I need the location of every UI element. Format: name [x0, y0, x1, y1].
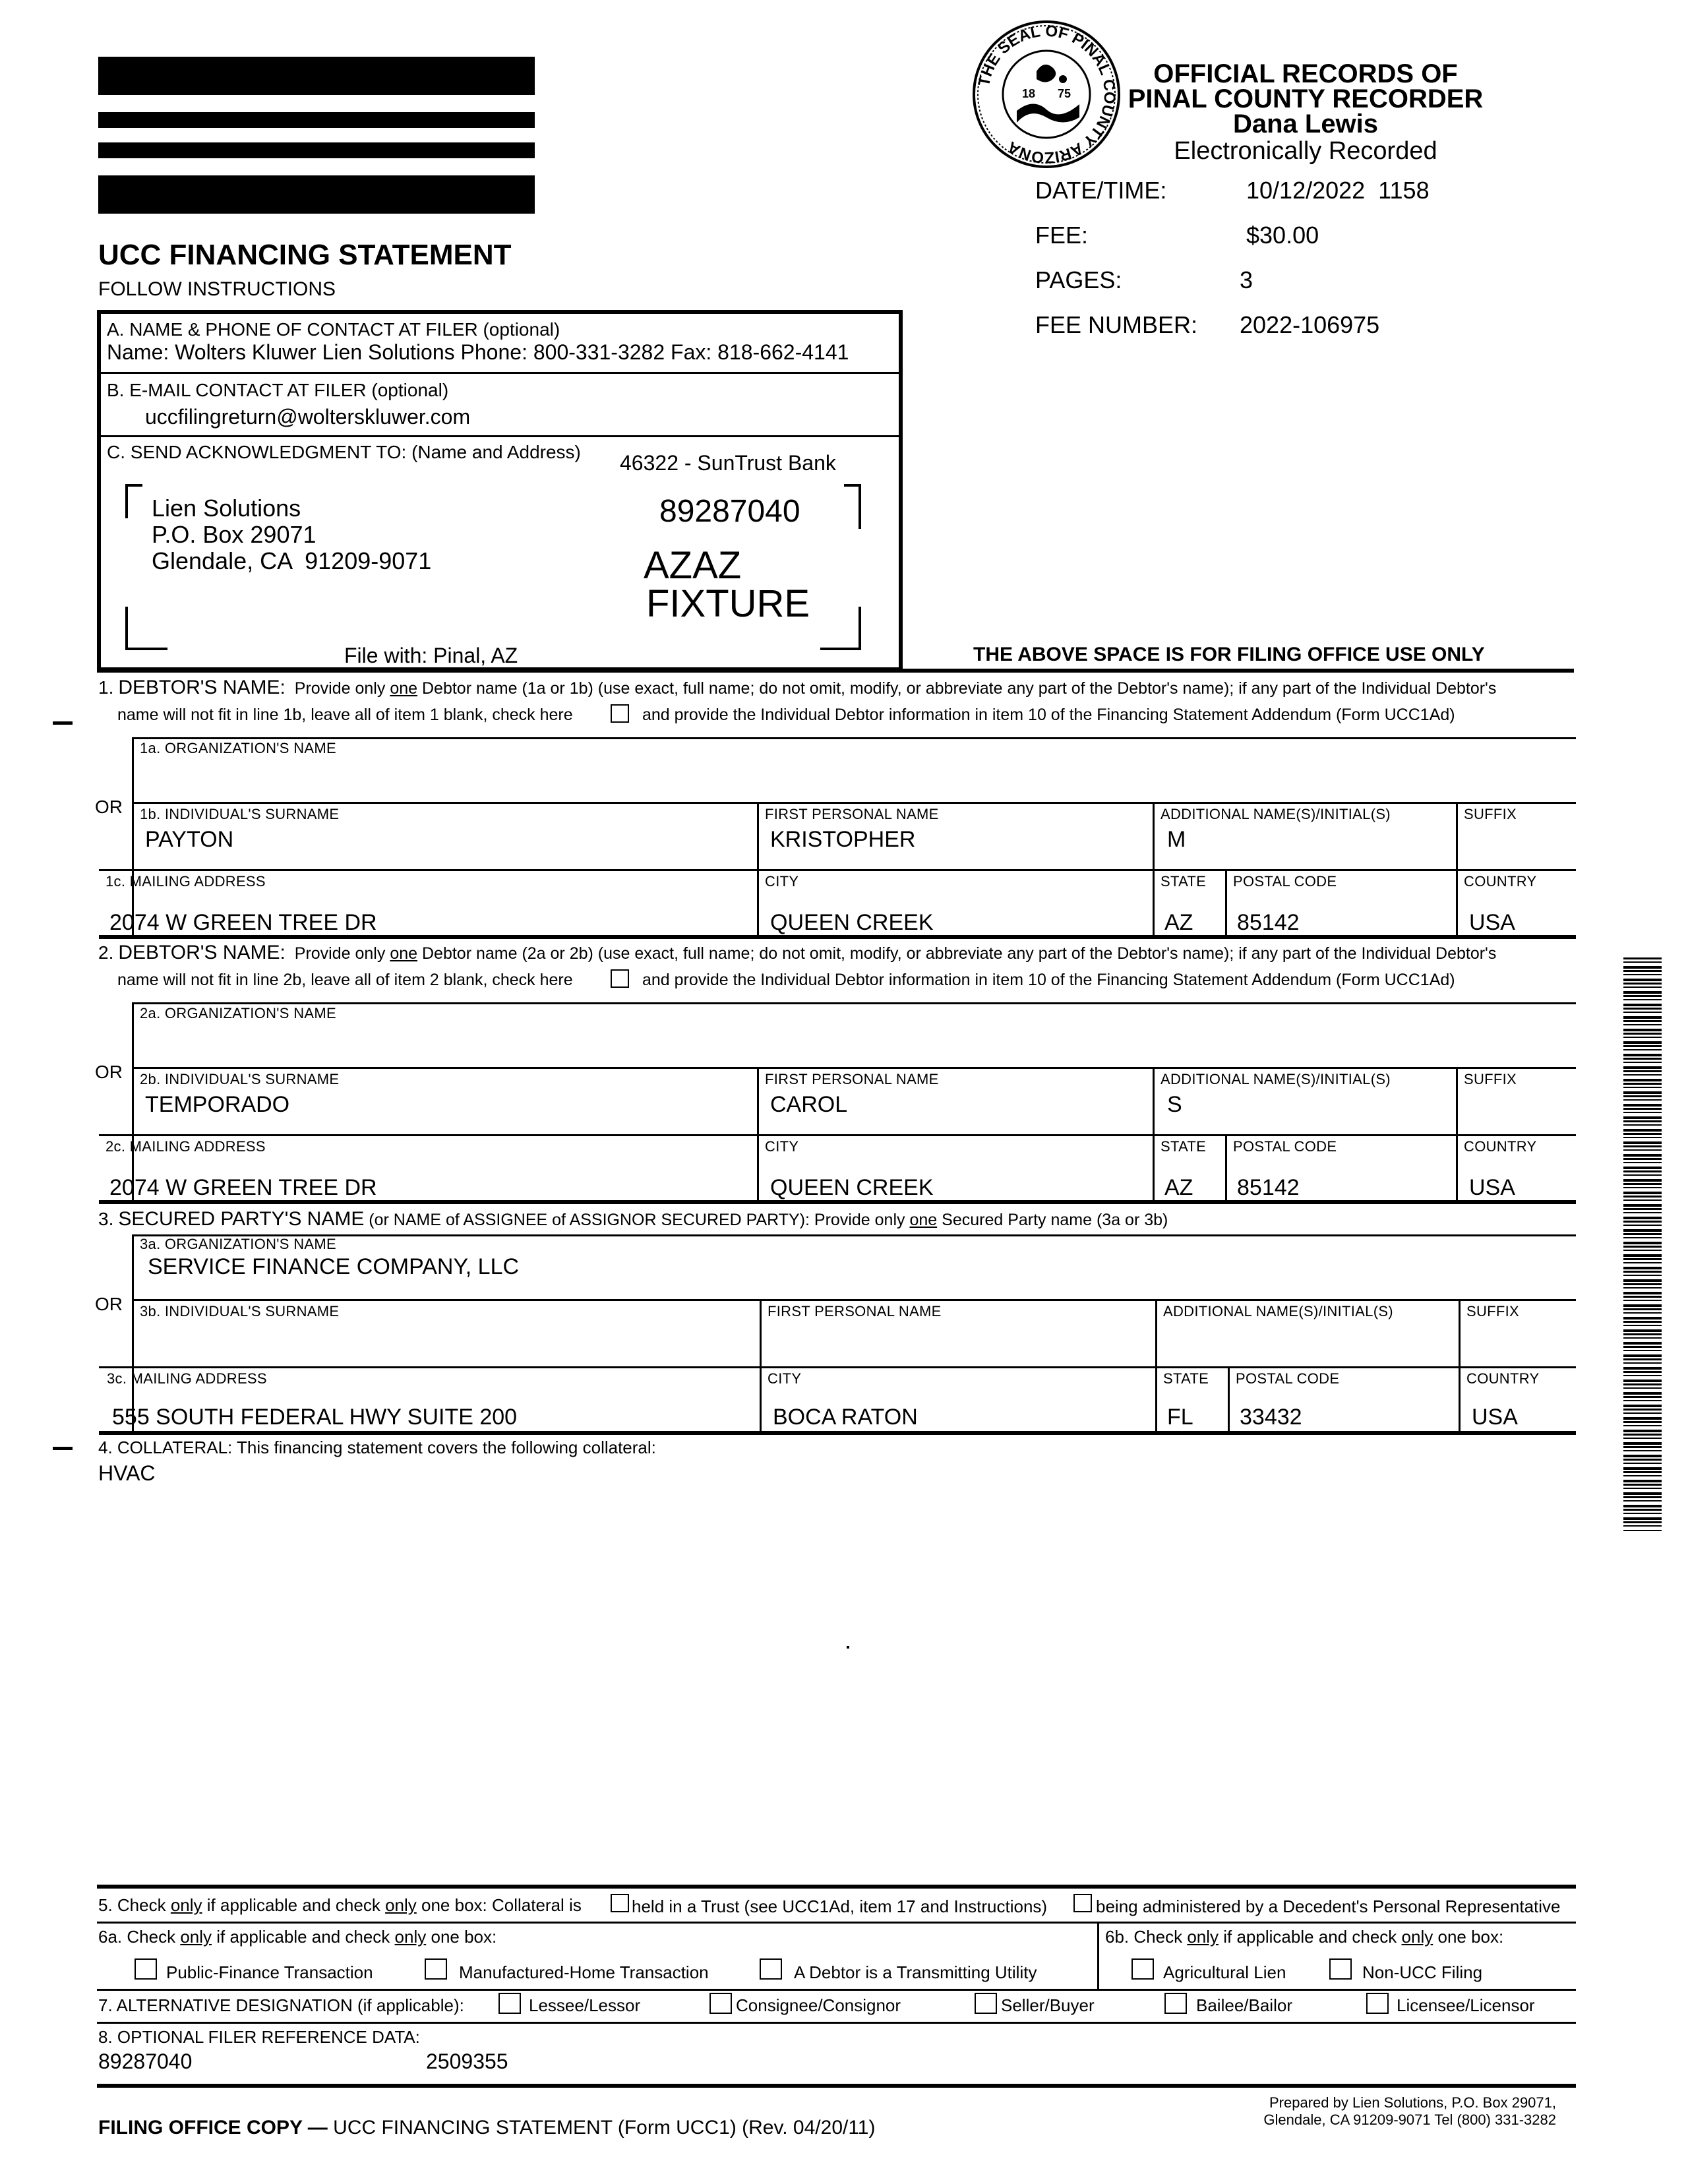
section-c-ref: 46322 - SunTrust Bank	[620, 451, 836, 475]
d1-rule-a	[132, 737, 1576, 739]
s-mail-value[interactable]: 555 SOUTH FEDERAL HWY SUITE 200	[112, 1405, 518, 1430]
secured-instructions: 3. SECURED PARTY'S NAME (or NAME of ASSIGNEE of ASSIGNOR SECURED PARTY): Provide only one Secured Party name (3a or 3b)	[98, 1208, 1168, 1230]
debtor1-instructions-line2b: and provide the Individual Debtor information in item 10 of the Financing Statement Addendum (Form UCC1Ad)	[642, 706, 1455, 724]
seal-year-left: 18	[1022, 87, 1036, 100]
s-or: OR	[95, 1294, 123, 1314]
d1-vrule-left	[132, 737, 134, 936]
d1-postal-value[interactable]: 85142	[1237, 910, 1300, 935]
d2-country-label: COUNTRY	[1464, 1138, 1537, 1155]
d2-rule-d	[99, 1200, 1576, 1204]
recorder-pages-label: PAGES:	[1035, 266, 1122, 293]
item8-value-2[interactable]: 2509355	[426, 2049, 508, 2073]
footer-prepared-1: Prepared by Lien Solutions, P.O. Box 29071,	[1269, 2094, 1556, 2111]
item5-top-rule	[97, 1885, 1576, 1889]
recorder-line-2: PINAL COUNTY RECORDER	[1128, 84, 1484, 113]
d2-postal-value[interactable]: 85142	[1237, 1175, 1300, 1200]
d1-first-value[interactable]: KRISTOPHER	[770, 827, 916, 852]
redaction-bar-2	[98, 112, 535, 128]
recorder-pages-value: 3	[1240, 266, 1253, 293]
redaction-bar-3	[98, 142, 535, 158]
d2-vrule-left	[132, 1002, 134, 1201]
item6a-transmitting-utility-label: A Debtor is a Transmitting Utility	[794, 1962, 1037, 1982]
d2-org-label: 2a. ORGANIZATION'S NAME	[140, 1005, 336, 1021]
debtor1-instructions: 1. DEBTOR'S NAME: Provide only one Debtor name (1a or 1b) (use exact, full name; do not omit, modify, or abbreviate any part of the Debtor's name); if any part of the Individual Debtor's	[98, 677, 1497, 698]
s-postal-value[interactable]: 33432	[1240, 1405, 1302, 1430]
s-city-label: CITY	[768, 1370, 802, 1387]
debtor2-instructions-line2: name will not fit in line 2b, leave all of item 2 blank, check here	[117, 971, 573, 989]
s-mail-label: 3c. MAILING ADDRESS	[107, 1370, 267, 1387]
ack-code-2: FIXTURE	[646, 582, 810, 625]
s-rule-c	[99, 1366, 1576, 1368]
recorder-fee-value: $30.00	[1246, 222, 1319, 249]
item5-text: 5. Check only if applicable and check only one box: Collateral is	[98, 1895, 582, 1915]
d2-mail-value[interactable]: 2074 W GREEN TREE DR	[109, 1175, 377, 1200]
d2-rule-b	[132, 1067, 1576, 1069]
section-a-value: Name: Wolters Kluwer Lien Solutions Phone: 800-331-3282 Fax: 818-662-4141	[107, 340, 849, 364]
collateral-label: 4. COLLATERAL: This financing statement covers the following collateral:	[98, 1438, 656, 1457]
collateral-value[interactable]: HVAC	[98, 1461, 156, 1485]
d1-rule-d	[99, 935, 1576, 939]
stray-dot	[847, 1646, 849, 1649]
recorder-date-value: 10/12/2022 1158	[1246, 177, 1430, 204]
ack-number: 89287040	[659, 494, 800, 529]
debtor2-name-wont-fit-checkbox[interactable]	[611, 969, 629, 988]
seal-year-right: 75	[1058, 87, 1071, 100]
ack-code-1: AZAZ	[644, 544, 742, 587]
item6a-manufactured-home-label: Manufactured-Home Transaction	[459, 1962, 709, 1982]
d2-first-label: FIRST PERSONAL NAME	[765, 1071, 939, 1087]
d1-mail-label: 1c. MAILING ADDRESS	[106, 873, 266, 890]
s-vrule-postal	[1228, 1366, 1230, 1434]
item5-bottom-rule	[97, 1922, 1576, 1924]
redaction-bar-1	[98, 57, 535, 95]
item8-label: 8. OPTIONAL FILER REFERENCE DATA:	[98, 2027, 420, 2047]
svg-text:THE SEAL OF PINAL COUNTY ARIZO	[975, 22, 1119, 167]
d2-rule-c	[99, 1134, 1576, 1136]
seal-text: THE SEAL OF PINAL COUNTY ARIZONA	[975, 22, 1119, 167]
debtor1-name-wont-fit-checkbox[interactable]	[611, 704, 629, 723]
d2-state-value[interactable]: AZ	[1164, 1175, 1193, 1200]
d2-rule-a	[132, 1002, 1576, 1004]
side-barcode	[1623, 957, 1662, 1531]
section-b-value: uccfilingreturn@wolterskluwer.com	[145, 405, 471, 429]
s-rule-d	[99, 1431, 1576, 1435]
s-rule-b	[132, 1299, 1576, 1301]
ack-address-line-1: Lien Solutions	[152, 495, 301, 522]
item6a-transmitting-utility-checkbox[interactable]	[760, 1958, 782, 1980]
item7-bailee-label: Bailee/Bailor	[1196, 1995, 1292, 2015]
item6b-non-ucc-label: Non-UCC Filing	[1362, 1962, 1483, 1982]
file-with: File with: Pinal, AZ	[344, 644, 518, 667]
s-addl-label: ADDITIONAL NAME(S)/INITIAL(S)	[1163, 1303, 1393, 1320]
s-country-label: COUNTRY	[1466, 1370, 1540, 1387]
d1-addl-value[interactable]: M	[1167, 827, 1186, 852]
item7-bailee-checkbox[interactable]	[1164, 1993, 1187, 2014]
d1-city-label: CITY	[765, 873, 799, 890]
d1-city-value[interactable]: QUEEN CREEK	[770, 910, 934, 935]
s-rule-a	[132, 1234, 1576, 1236]
bracket-top-right	[844, 484, 861, 529]
d2-postal-label: POSTAL CODE	[1233, 1138, 1337, 1155]
s-first-label: FIRST PERSONAL NAME	[768, 1303, 942, 1320]
s-org-label: 3a. ORGANIZATION'S NAME	[140, 1236, 336, 1252]
filer-divider-a	[101, 372, 899, 374]
item6b-agricultural-lien-label: Agricultural Lien	[1163, 1962, 1286, 1982]
margin-tick-2	[53, 1447, 73, 1450]
item8-bottom-rule	[97, 2084, 1576, 2088]
item6-divider	[1097, 1922, 1099, 1990]
margin-tick-1	[53, 721, 73, 725]
item7-seller-label: Seller/Buyer	[1001, 1995, 1095, 2015]
d1-addl-label: ADDITIONAL NAME(S)/INITIAL(S)	[1160, 806, 1391, 822]
section-a-label: A. NAME & PHONE OF CONTACT AT FILER (optional)	[107, 319, 560, 340]
d1-suffix-label: SUFFIX	[1464, 806, 1517, 822]
d2-city-label: CITY	[765, 1138, 799, 1155]
item6a-public-finance-checkbox[interactable]	[135, 1958, 157, 1980]
item6b-agricultural-lien-checkbox[interactable]	[1131, 1958, 1154, 1980]
ack-address-line-2: P.O. Box 29071	[152, 521, 316, 548]
recorder-electronic: Electronically Recorded	[1174, 137, 1437, 165]
d1-org-label: 1a. ORGANIZATION'S NAME	[140, 740, 336, 756]
recorder-date-label: DATE/TIME:	[1035, 177, 1167, 204]
bracket-bottom-left	[125, 607, 167, 650]
s-suffix-label: SUFFIX	[1466, 1303, 1520, 1320]
d2-surname-label: 2b. INDIVIDUAL'S SURNAME	[140, 1071, 340, 1087]
item5-trust-checkbox[interactable]	[611, 1894, 629, 1912]
recorder-name: Dana Lewis	[1232, 109, 1379, 138]
item5-decedent-checkbox[interactable]	[1073, 1894, 1092, 1912]
rule-top	[97, 669, 1574, 673]
s-city-value[interactable]: BOCA RATON	[773, 1405, 918, 1430]
d1-mail-value[interactable]: 2074 W GREEN TREE DR	[109, 910, 377, 935]
item7-seller-checkbox[interactable]	[975, 1993, 997, 2014]
d1-rule-b	[132, 802, 1576, 804]
d1-state-value[interactable]: AZ	[1164, 910, 1193, 935]
s-surname-label: 3b. INDIVIDUAL'S SURNAME	[140, 1303, 340, 1320]
item8-value-1[interactable]: 89287040	[98, 2049, 193, 2073]
section-b-label: B. E-MAIL CONTACT AT FILER (optional)	[107, 380, 449, 400]
ack-address-line-3: Glendale, CA 91209-9071	[152, 547, 432, 574]
recorder-line-1: OFFICIAL RECORDS OF	[1153, 59, 1458, 88]
debtor1-instructions-line2: name will not fit in line 1b, leave all of item 1 blank, check here	[117, 706, 573, 724]
d1-vrule-postal	[1225, 869, 1227, 936]
redaction-bar-4	[98, 175, 535, 214]
d2-surname-value[interactable]: TEMPORADO	[145, 1092, 290, 1117]
recorder-feenum-value: 2022-106975	[1240, 311, 1380, 338]
follow-instructions: FOLLOW INSTRUCTIONS	[98, 278, 336, 300]
item6b-non-ucc-checkbox[interactable]	[1329, 1958, 1352, 1980]
d2-addl-value[interactable]: S	[1167, 1092, 1182, 1117]
s-postal-label: POSTAL CODE	[1236, 1370, 1340, 1387]
s-org-value[interactable]: SERVICE FINANCE COMPANY, LLC	[148, 1254, 520, 1279]
item6-bottom-rule	[97, 1989, 1576, 1991]
d1-country-value[interactable]: USA	[1469, 910, 1515, 935]
d1-state-label: STATE	[1160, 873, 1207, 890]
s-state-label: STATE	[1163, 1370, 1209, 1387]
above-space-note: THE ABOVE SPACE IS FOR FILING OFFICE USE ONLY	[973, 644, 1485, 665]
debtor2-instructions-line2b: and provide the Individual Debtor information in item 10 of the Financing Statement Addendum (Form UCC1Ad)	[642, 971, 1455, 989]
recorder-fee-label: FEE:	[1035, 222, 1089, 249]
item6a-public-finance-label: Public-Finance Transaction	[166, 1962, 373, 1982]
item7-lessee-checkbox[interactable]	[498, 1993, 521, 2014]
s-country-value[interactable]: USA	[1472, 1405, 1518, 1430]
d2-mail-label: 2c. MAILING ADDRESS	[106, 1138, 266, 1155]
d2-or: OR	[95, 1062, 123, 1082]
bracket-top-left	[125, 484, 142, 518]
item7-licensee-checkbox[interactable]	[1366, 1993, 1389, 2014]
item7-bottom-rule	[97, 2022, 1576, 2024]
county-seal	[971, 18, 1122, 170]
d2-country-value[interactable]: USA	[1469, 1175, 1515, 1200]
item7-consignee-checkbox[interactable]	[709, 1993, 732, 2014]
section-c-label: C. SEND ACKNOWLEDGMENT TO: (Name and Address)	[107, 442, 581, 462]
d2-vrule-postal	[1225, 1134, 1227, 1201]
d2-suffix-label: SUFFIX	[1464, 1071, 1517, 1087]
d2-first-value[interactable]: CAROL	[770, 1092, 848, 1117]
d1-surname-label: 1b. INDIVIDUAL'S SURNAME	[140, 806, 340, 822]
item7-label: 7. ALTERNATIVE DESIGNATION (if applicable):	[98, 1995, 464, 2015]
footer-copy: FILING OFFICE COPY — UCC FINANCING STATEMENT (Form UCC1) (Rev. 04/20/11)	[98, 2117, 876, 2138]
d1-rule-c	[99, 869, 1576, 871]
item6a-manufactured-home-checkbox[interactable]	[425, 1958, 447, 1980]
d1-country-label: COUNTRY	[1464, 873, 1537, 890]
d1-surname-value[interactable]: PAYTON	[145, 827, 234, 852]
d2-city-value[interactable]: QUEEN CREEK	[770, 1175, 934, 1200]
item7-licensee-label: Licensee/Licensor	[1397, 1995, 1535, 2015]
form-title: UCC FINANCING STATEMENT	[98, 239, 512, 271]
item7-consignee-label: Consignee/Consignor	[736, 1995, 901, 2015]
item5-decedent-label: being administered by a Decedent's Personal Representative	[1096, 1896, 1561, 1916]
d1-first-label: FIRST PERSONAL NAME	[765, 806, 939, 822]
item7-lessee-label: Lessee/Lessor	[529, 1995, 641, 2015]
item6b-text: 6b. Check only if applicable and check only one box:	[1105, 1927, 1504, 1947]
recorder-feenum-label: FEE NUMBER:	[1035, 311, 1198, 338]
debtor2-instructions: 2. DEBTOR'S NAME: Provide only one Debtor name (2a or 2b) (use exact, full name; do not omit, modify, or abbreviate any part of the Debtor's name); if any part of the Individual Debtor's	[98, 942, 1497, 963]
bracket-bottom-right	[820, 607, 861, 650]
d1-or: OR	[95, 797, 123, 817]
d2-state-label: STATE	[1160, 1138, 1207, 1155]
item5-trust-label: held in a Trust (see UCC1Ad, item 17 and Instructions)	[632, 1896, 1048, 1916]
item6a-text: 6a. Check only if applicable and check only one box:	[98, 1927, 497, 1947]
d2-addl-label: ADDITIONAL NAME(S)/INITIAL(S)	[1160, 1071, 1391, 1087]
filer-divider-b	[101, 435, 899, 437]
s-vrule-left	[132, 1234, 134, 1434]
d1-postal-label: POSTAL CODE	[1233, 873, 1337, 890]
footer-prepared-2: Glendale, CA 91209-9071 Tel (800) 331-3282	[1263, 2111, 1556, 2128]
s-state-value[interactable]: FL	[1167, 1405, 1193, 1430]
